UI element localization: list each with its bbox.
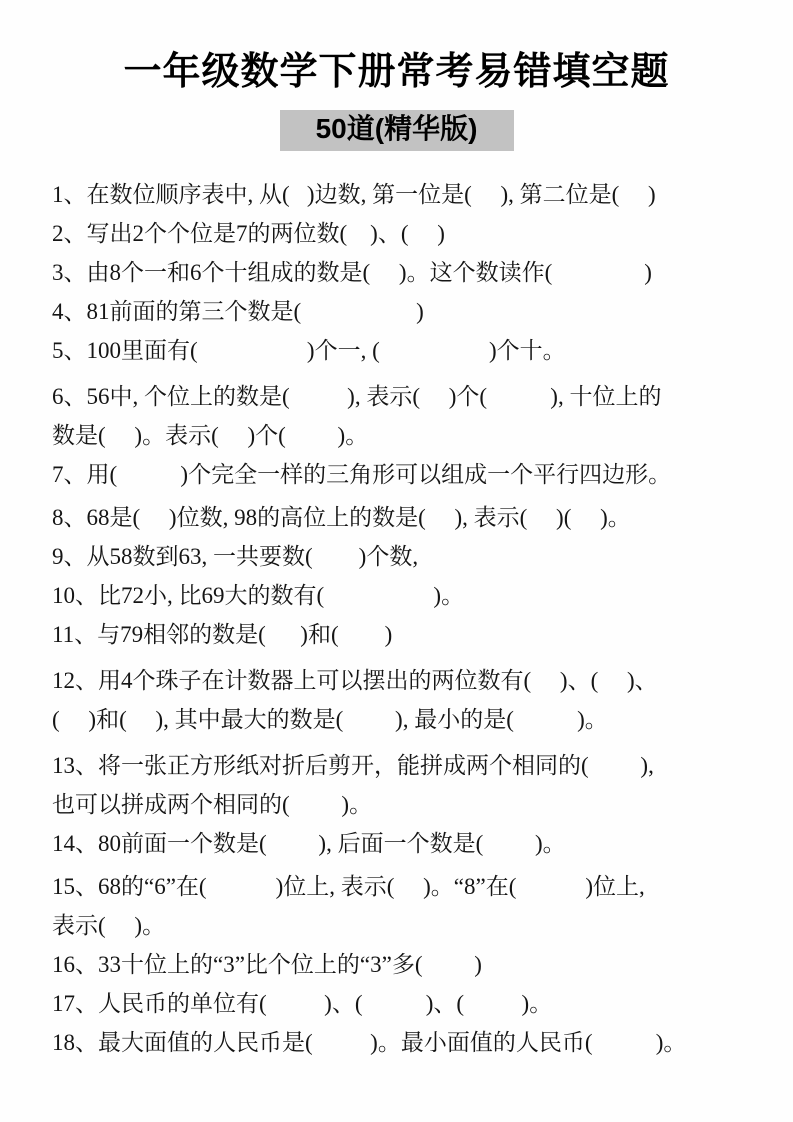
question-line: 2、写出2个个位是7的两位数( )、( ) bbox=[52, 221, 445, 246]
question-line: 10、比72小, 比69大的数有( )。 bbox=[52, 583, 465, 608]
question-2 bbox=[52, 214, 753, 253]
question-7 bbox=[52, 455, 753, 494]
question-13 bbox=[52, 746, 753, 824]
question-16 bbox=[52, 945, 753, 984]
question-line: 14、80前面一个数是( ), 后面一个数是( )。 bbox=[52, 831, 566, 856]
question-line: 也可以拼成两个相同的( )。 bbox=[52, 792, 373, 817]
question-9 bbox=[52, 537, 753, 576]
question-3 bbox=[52, 253, 753, 292]
question-line: 3、由8个一和6个十组成的数是( )。这个数读作( ) bbox=[52, 260, 652, 285]
question-5 bbox=[52, 331, 753, 370]
question-line: 8、68是( )位数, 98的高位上的数是( ), 表示( )( )。 bbox=[52, 505, 631, 530]
question-line: 1、在数位顺序表中, 从( )边数, 第一位是( ), 第二位是( ) bbox=[52, 182, 656, 207]
question-line: 6、56中, 个位上的数是( ), 表示( )个( ), 十位上的 bbox=[52, 384, 662, 409]
question-14 bbox=[52, 824, 753, 863]
subtitle-text: 50道(精华版) bbox=[315, 113, 478, 144]
question-line: 11、与79相邻的数是( )和( ) bbox=[52, 622, 393, 647]
question-line: 4、81前面的第三个数是( ) bbox=[52, 299, 424, 324]
subtitle-badge bbox=[280, 110, 514, 151]
question-line: 表示( )。 bbox=[52, 913, 166, 938]
question-line: 18、最大面值的人民币是( )。最小面值的人民币( )。 bbox=[52, 1030, 687, 1055]
question-line: 15、68的“6”在( )位上, 表示( )。“8”在( )位上, bbox=[52, 874, 645, 899]
question-8 bbox=[52, 498, 753, 537]
question-line: 7、用( )个完全一样的三角形可以组成一个平行四边形。 bbox=[52, 462, 672, 487]
question-18 bbox=[52, 1023, 753, 1062]
question-list bbox=[52, 175, 753, 1062]
question-1 bbox=[52, 175, 753, 214]
question-line: 13、将一张正方形纸对折后剪开，能拼成两个相同的( ), bbox=[52, 753, 654, 778]
question-line: 9、从58数到63, 一共要数( )个数, bbox=[52, 544, 419, 569]
question-12 bbox=[52, 661, 753, 739]
question-11 bbox=[52, 615, 753, 654]
question-line: 12、用4个珠子在计数器上可以摆出的两位数有( )、( )、 bbox=[52, 668, 658, 693]
question-line: 16、33十位上的“3”比个位上的“3”多( ) bbox=[52, 952, 482, 977]
question-line: 数是( )。表示( )个( )。 bbox=[52, 423, 369, 448]
question-4 bbox=[52, 292, 753, 331]
question-17 bbox=[52, 984, 753, 1023]
question-line: ( )和( ), 其中最大的数是( ), 最小的是( )。 bbox=[52, 707, 608, 732]
question-line: 17、人民币的单位有( )、( )、( )。 bbox=[52, 991, 553, 1016]
question-6 bbox=[52, 377, 753, 455]
question-10 bbox=[52, 576, 753, 615]
question-line: 5、100里面有( )个一, ( )个十。 bbox=[52, 338, 566, 363]
question-15 bbox=[52, 867, 753, 945]
page-title: 一年级数学下册常考易错填空题 bbox=[123, 51, 670, 93]
